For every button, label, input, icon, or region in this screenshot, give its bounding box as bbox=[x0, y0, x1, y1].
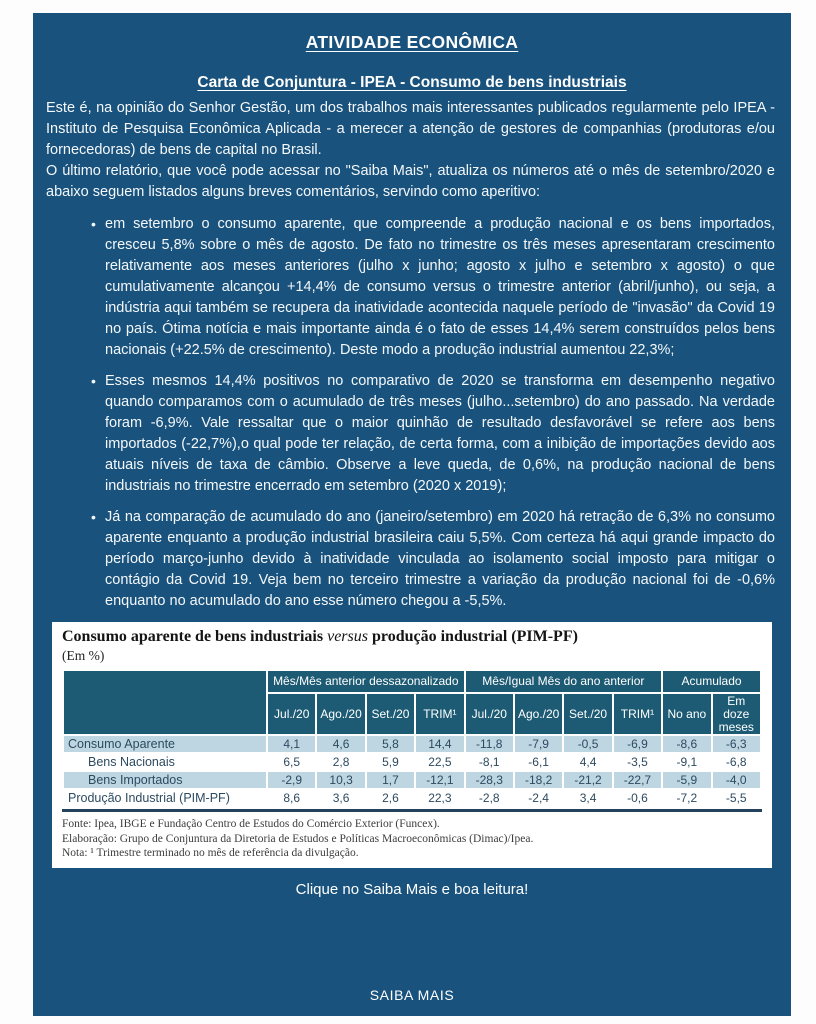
table-title bbox=[62, 627, 762, 646]
table-bottom-rule bbox=[62, 809, 762, 812]
commentary-list bbox=[33, 214, 791, 612]
table-cell: -3,5 bbox=[613, 753, 662, 771]
table-cell: -6,3 bbox=[712, 735, 761, 753]
indicator-table bbox=[62, 669, 762, 808]
table-cell: -8,1 bbox=[465, 753, 514, 771]
newsletter-panel bbox=[33, 13, 791, 1016]
table-row-consumo-aparente bbox=[63, 735, 761, 753]
column-header: Set./20 bbox=[366, 693, 415, 735]
column-group-yoy: Mês/Igual Mês do ano anterior bbox=[465, 670, 663, 693]
table-cell: -0,6 bbox=[613, 789, 662, 807]
column-header: Ago./20 bbox=[514, 693, 563, 735]
table-cell: -18,2 bbox=[514, 771, 563, 789]
row-label: Bens Nacionais bbox=[63, 753, 267, 771]
table-title-rest: produção industrial (PIM-PF) bbox=[371, 628, 578, 645]
table-cell: 8,6 bbox=[267, 789, 316, 807]
table-cell: -5,5 bbox=[712, 789, 761, 807]
table-cell: -7,2 bbox=[662, 789, 711, 807]
intro-paragraph-1: Este é, na opinião do Senhor Gestão, um dos trabalhos mais interessantes publicados regularmente pelo IPEA - Instituto de Pesquisa Econômica Aplicada - a merecer a atenção de gestores de companhias (produtoras e/ou fornecedoras) de bens de capital no Brasil. bbox=[46, 100, 775, 158]
table-cell: -4,0 bbox=[712, 771, 761, 789]
table-source-note: Fonte: Ipea, IBGE e Fundação Centro de Estudos do Comércio Exterior (Funcex). bbox=[62, 818, 440, 830]
saiba-mais-button[interactable]: SAIBA MAIS bbox=[369, 987, 455, 1003]
table-cell: -0,5 bbox=[563, 735, 612, 753]
column-header: Em doze meses bbox=[712, 693, 761, 735]
table-cell: 5,9 bbox=[366, 753, 415, 771]
table-cell: -6,1 bbox=[514, 753, 563, 771]
table-cell: 5,8 bbox=[366, 735, 415, 753]
row-label: Produção Industrial (PIM-PF) bbox=[63, 789, 267, 807]
table-cell: 14,4 bbox=[415, 735, 464, 753]
table-cell: -6,9 bbox=[613, 735, 662, 753]
table-cell: -28,3 bbox=[465, 771, 514, 789]
table-unit-label: (Em %) bbox=[62, 648, 105, 663]
table-cell: 4,6 bbox=[316, 735, 365, 753]
table-cell: -22,7 bbox=[613, 771, 662, 789]
table-corner-cell bbox=[63, 670, 267, 735]
table-cell: -6,8 bbox=[712, 753, 761, 771]
column-group-accumulated: Acumulado bbox=[662, 670, 761, 693]
section-subtitle: Carta de Conjuntura - IPEA - Consumo de bens industriais bbox=[197, 74, 627, 91]
table-row-producao-industrial bbox=[63, 789, 761, 807]
column-header: Ago./20 bbox=[316, 693, 365, 735]
column-group-mom: Mês/Mês anterior dessazonalizado bbox=[267, 670, 465, 693]
table-cell: -7,9 bbox=[514, 735, 563, 753]
table-cell: 3,6 bbox=[316, 789, 365, 807]
table-title-versus: versus bbox=[327, 628, 368, 645]
data-table-card bbox=[52, 622, 772, 868]
table-cell: -12,1 bbox=[415, 771, 464, 789]
column-header: Set./20 bbox=[563, 693, 612, 735]
table-cell: -2,8 bbox=[465, 789, 514, 807]
list-item-quarter-comparison: • Esses mesmos 14,4% positivos no comparativo de 2020 se transforma em desempenho negativo quando comparamos com o acumulado de três meses (julho...setembro) do ano passado. Na verdade foram -6,9%. Vale ressaltar que o maior quinhão de resultado desfavorável se refere aos bens importados (-22,7%),o qual pode ter relação, de certa forma, com a inibição de importações devido aos atuais níveis de taxa de câmbio. Observe a leve queda, de 0,6%, na produção nacional de bens industriais no trimestre encerrado em setembro (2020 x 2019); bbox=[105, 371, 775, 497]
list-item-september: • em setembro o consumo aparente, que compreende a produção nacional e os bens importados, cresceu 5,8% sobre o mês de agosto. De fato no trimestre os três meses apresentaram crescimento relativamente aos meses anteriores (julho x junho; agosto x julho e setembro x agosto) o que cumulativamente alcançou +14,4% de consumo versus o trimestre anterior (abril/junho), ou seja, a indústria aqui também se recupera da inatividade acontecida naquele período de "invasão" da Covid 19 no país. Ótima notícia e mais importante ainda é o fato de esses 14,4% serem construídos pelos bens nacionais (+22.5% de crescimento). Deste modo a produção industrial aumentou 22,3%; bbox=[105, 214, 775, 361]
row-label: Bens Importados bbox=[63, 771, 267, 789]
table-cell: -9,1 bbox=[662, 753, 711, 771]
table-row-bens-importados bbox=[63, 771, 761, 789]
closing-message: Clique no Saiba Mais e boa leitura! bbox=[295, 880, 529, 898]
table-cell: 10,3 bbox=[316, 771, 365, 789]
table-cell: 3,4 bbox=[563, 789, 612, 807]
column-header: TRIM¹ bbox=[415, 693, 464, 735]
column-header: No ano bbox=[662, 693, 711, 735]
table-cell: -2,9 bbox=[267, 771, 316, 789]
column-header: TRIM¹ bbox=[613, 693, 662, 735]
table-cell: 6,5 bbox=[267, 753, 316, 771]
table-cell: 4,4 bbox=[563, 753, 612, 771]
intro-paragraph-2: O último relatório, que você pode acessar no "Saiba Mais", atualiza os números até o mês de setembro/2020 e abaixo seguem listados alguns breves comentários, servindo como aperitivo: bbox=[46, 163, 775, 200]
table-cell: 2,8 bbox=[316, 753, 365, 771]
list-item-year-accumulated: • Já na comparação de acumulado do ano (janeiro/setembro) em 2020 há retração de 6,3% no consumo aparente enquanto a produção industrial brasileira caiu 5,5%. Com certeza há aqui grande impacto do período março-junho devido à inatividade vinculada ao isolamento social imposto para mitigar o contágio da Covid 19. Veja bem no terceiro trimestre a variação da produção nacional foi de -0,6% enquanto no acumulado do ano esse número chegou a -5,5%. bbox=[105, 507, 775, 612]
table-cell: -2,4 bbox=[514, 789, 563, 807]
table-cell: -8,6 bbox=[662, 735, 711, 753]
column-header: Jul./20 bbox=[267, 693, 316, 735]
table-cell: -21,2 bbox=[563, 771, 612, 789]
table-footnote: Nota: ¹ Trimestre terminado no mês de referência da divulgação. bbox=[62, 847, 359, 859]
table-title-main: Consumo aparente de bens industriais bbox=[62, 628, 324, 645]
table-cell: 2,6 bbox=[366, 789, 415, 807]
table-cell: 22,5 bbox=[415, 753, 464, 771]
table-cell: 4,1 bbox=[267, 735, 316, 753]
table-cell: -11,8 bbox=[465, 735, 514, 753]
row-label: Consumo Aparente bbox=[63, 735, 267, 753]
table-row-bens-nacionais bbox=[63, 753, 761, 771]
table-elaboration-note: Elaboração: Grupo de Conjuntura da Diretoria de Estudos e Políticas Macroeconômicas (Dimac)/Ipea. bbox=[62, 832, 534, 845]
page-title: ATIVIDADE ECONÔMICA bbox=[305, 32, 519, 52]
table-cell: 1,7 bbox=[366, 771, 415, 789]
column-header: Jul./20 bbox=[465, 693, 514, 735]
table-cell: -5,9 bbox=[662, 771, 711, 789]
table-cell: 22,3 bbox=[415, 789, 464, 807]
